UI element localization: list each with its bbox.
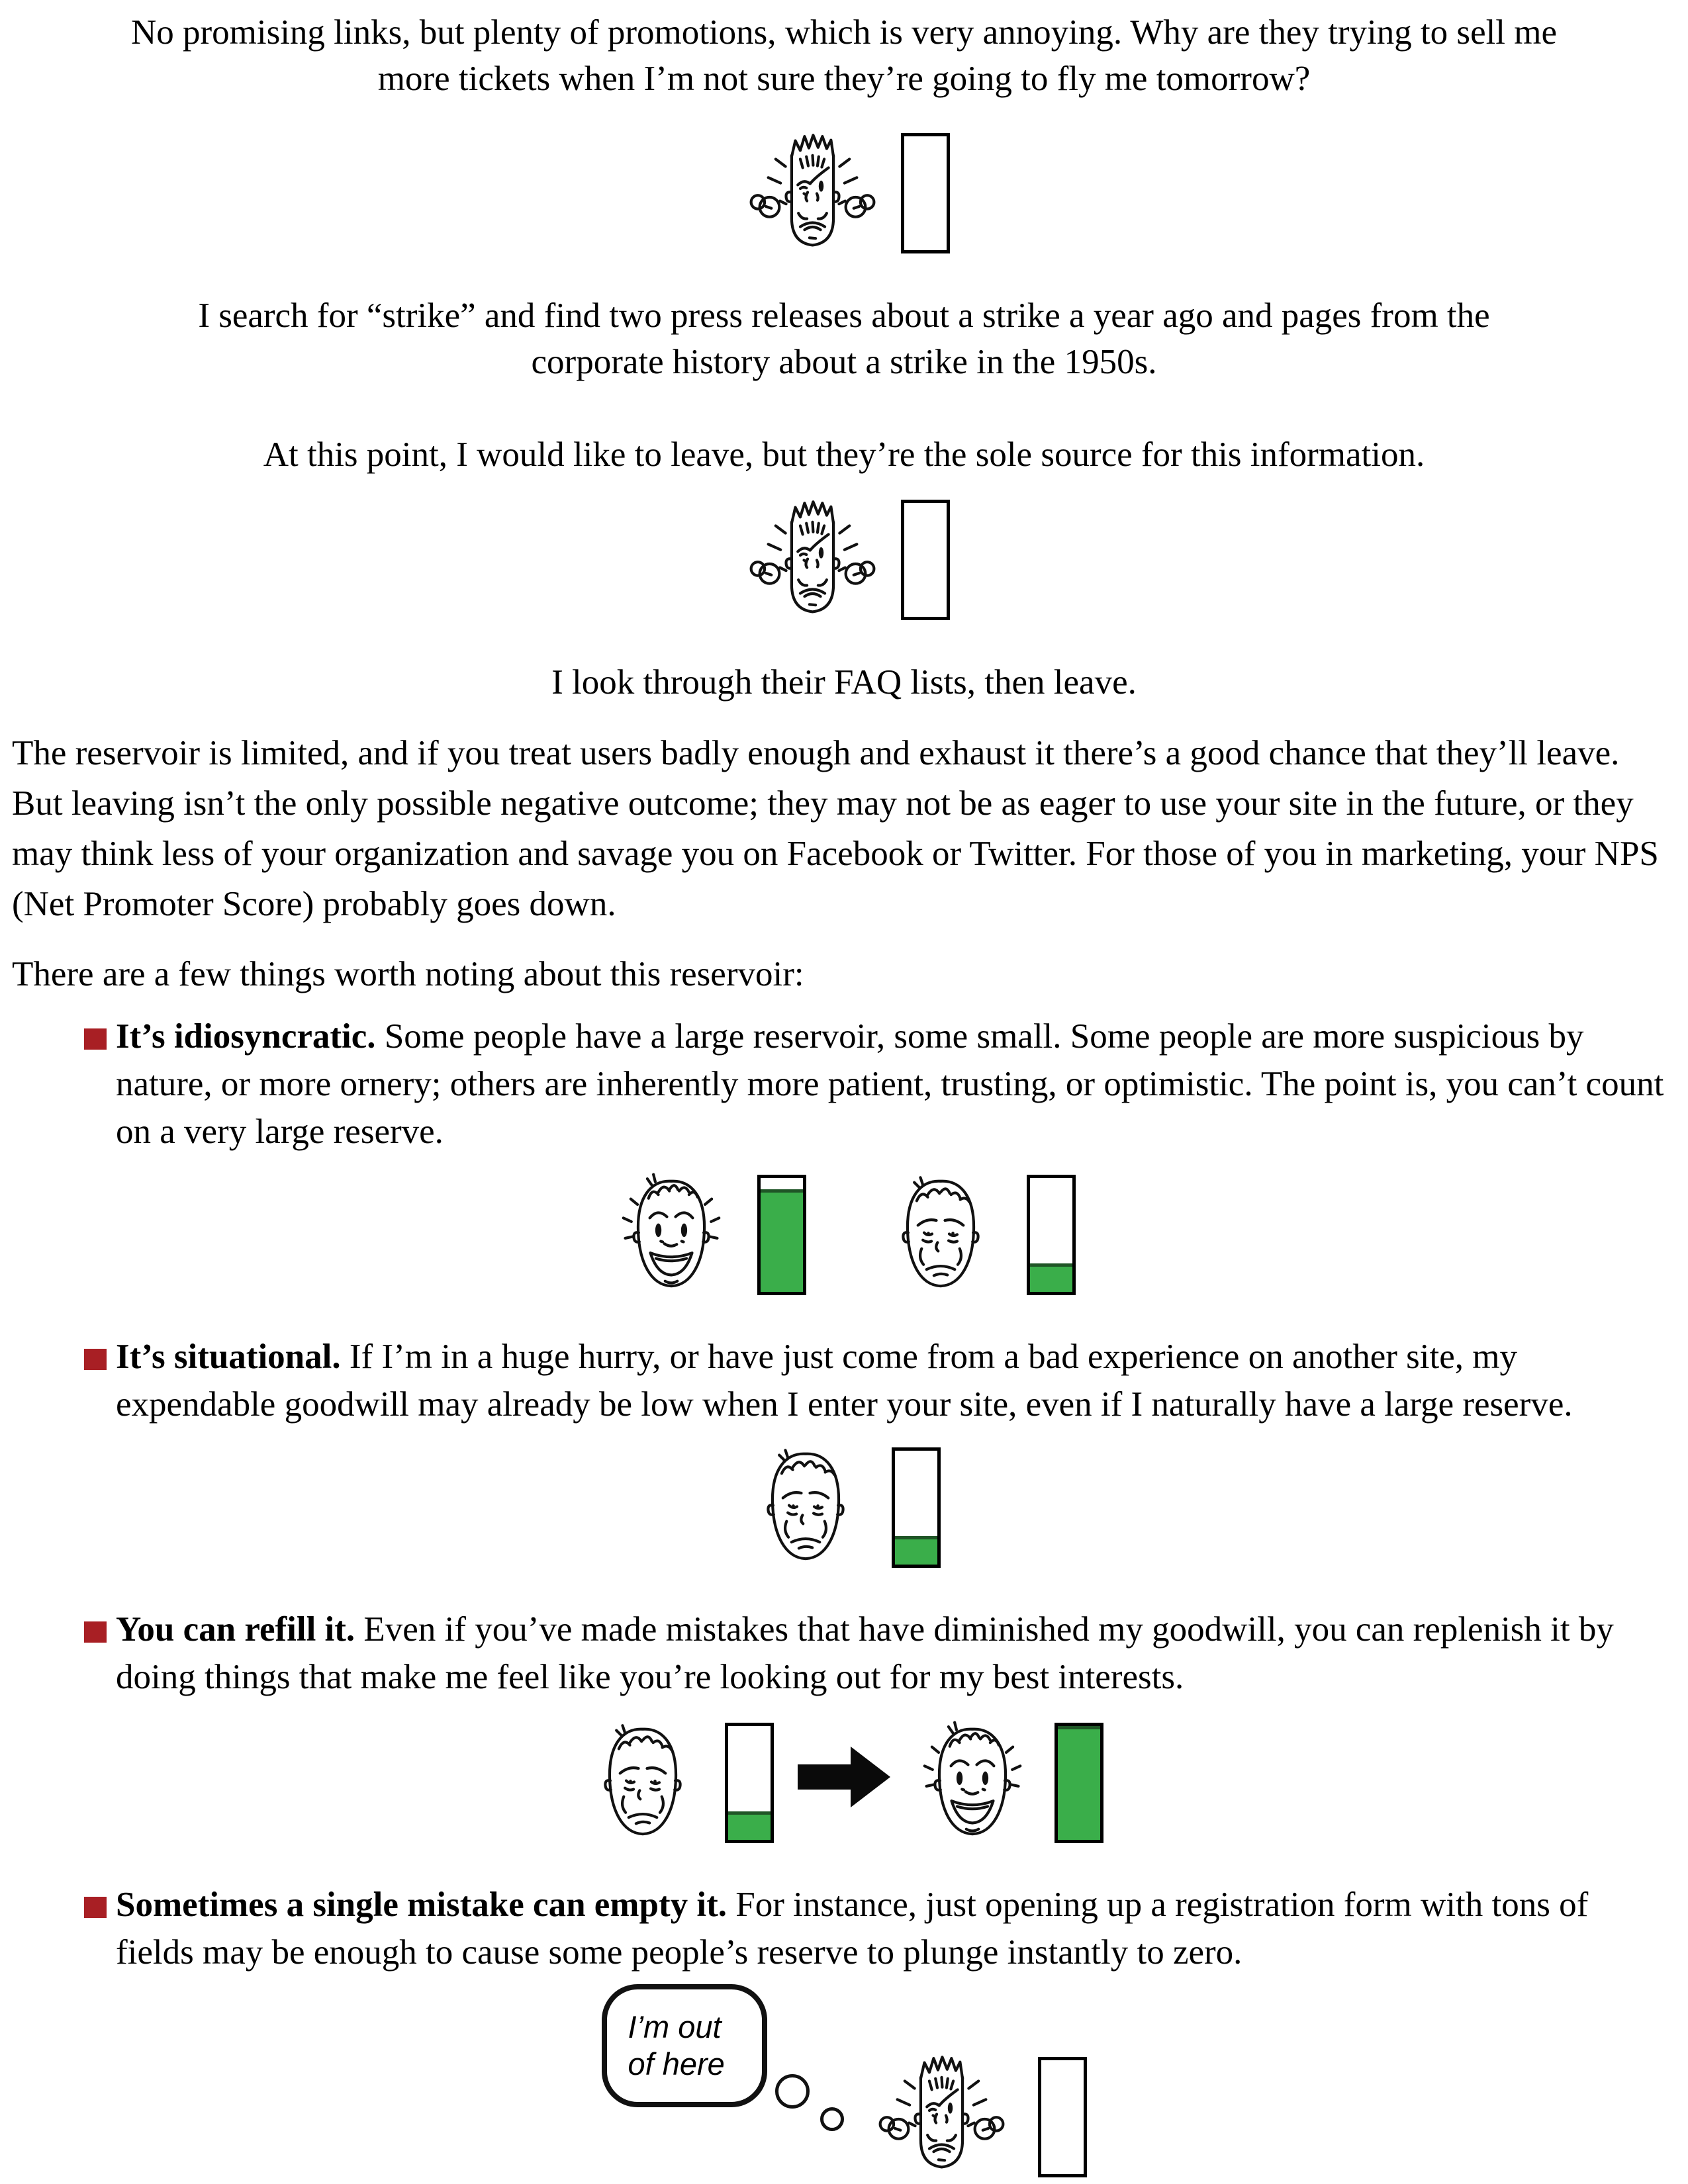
goodwill-fill-level xyxy=(728,1811,771,1840)
happy-face-illustration xyxy=(613,1169,729,1298)
user-quote-3: At this point, I would like to leave, but they’re the sole source for this information. xyxy=(263,435,1425,474)
figure-user-leaving-empty-reservoir xyxy=(26,1984,1662,2184)
figure-situational-low-reservoir xyxy=(26,1441,1662,1570)
worried-face-illustration xyxy=(585,1717,701,1846)
bullet-body: Even if you’ve made mistakes that have diminished my goodwill, you can replenish it by doing things that make me feel like you’re looking out for my best interests. xyxy=(116,1610,1614,1696)
goodwill-fill-level xyxy=(761,1189,803,1292)
bullet-text xyxy=(116,1606,1668,1701)
bullet-body: For instance, just opening up a registration form with tons of fields may be enough to cause some people’s reserve to plunge instantly to zero. xyxy=(116,1886,1589,1972)
bullet-marker xyxy=(84,1028,107,1050)
bullet-idiosyncratic xyxy=(116,1013,1668,1156)
goodwill-reservoir-bar xyxy=(757,1175,806,1295)
quote-line: more tickets when I’m not sure they’re going to fly me tomorrow? xyxy=(377,60,1311,98)
goodwill-reservoir-bar xyxy=(1027,1175,1076,1295)
bullet-lead: It’s idiosyncratic. xyxy=(116,1017,376,1056)
bullet-marker xyxy=(84,1897,107,1918)
bullet-lead: Sometimes a single mistake can empty it. xyxy=(116,1886,727,1924)
right-arrow-icon xyxy=(798,1744,890,1810)
figure-idiosyncratic-reservoirs xyxy=(26,1169,1662,1298)
bullet-text xyxy=(116,1881,1668,1976)
bullet-body: Some people have a large reservoir, some small. Some people are more suspicious by nature, or more ornery; others are inherently more patient, trusting, or optimistic. The point is, you can’t count on a very large reserve. xyxy=(116,1017,1664,1151)
bullet-single-mistake xyxy=(116,1881,1668,1976)
quote-line: I search for “strike” and find two press releases about a strike a year ago and pages from the xyxy=(198,296,1490,335)
goodwill-fill-level xyxy=(1030,1263,1072,1292)
figure-refill-before-after xyxy=(26,1717,1662,1846)
goodwill-reservoir-bar xyxy=(1055,1723,1103,1843)
bullet-lead: You can refill it. xyxy=(116,1610,355,1649)
user-quote-2 xyxy=(0,293,1688,385)
thought-trail-circle-large xyxy=(775,2074,810,2109)
bullet-text xyxy=(116,1013,1668,1156)
quote-line: No promising links, but plenty of promotions, which is very annoying. Why are they trying to sell me xyxy=(130,13,1558,52)
worried-face-illustration xyxy=(882,1169,999,1298)
bullet-text xyxy=(116,1333,1668,1428)
figure-angry-user-empty-reservoir-2 xyxy=(26,495,1662,624)
goodwill-reservoir-bar xyxy=(901,500,950,620)
thought-trail-circle-small xyxy=(820,2107,844,2131)
user-quote-1 xyxy=(0,0,1688,102)
worried-face-illustration xyxy=(747,1441,864,1570)
happy-user-large-reservoir xyxy=(613,1169,806,1298)
angry-steaming-face-illustration xyxy=(868,2050,1015,2179)
happy-face-illustration xyxy=(914,1717,1031,1846)
paragraph-reservoir-limited: The reservoir is limited, and if you treat users badly enough and exhaust it there’s a good chance that they’ll leave. But leaving isn’t the only possible negative outcome; they may not be as eager to use your site in the future, or they may think less of your organization and savage you on Facebook or Twitter. For those of you in marketing, your NPS (Net Promoter Score) probably goes down. xyxy=(12,734,1659,923)
quote-line: corporate history about a strike in the 1950s. xyxy=(531,343,1157,381)
bullet-marker xyxy=(84,1621,107,1643)
goodwill-reservoir-bar xyxy=(892,1447,941,1568)
goodwill-reservoir-bar xyxy=(725,1723,774,1843)
bullet-marker xyxy=(84,1349,107,1370)
goodwill-reservoir-bar xyxy=(901,133,950,253)
bullet-refill xyxy=(116,1606,1668,1701)
thought-bubble-line: I’m out xyxy=(628,2009,722,2044)
thought-bubble-line: of here xyxy=(628,2046,725,2081)
bullet-body: If I’m in a huge hurry, or have just come from a bad experience on another site, my expendable goodwill may already be low when I enter your site, even if I naturally have a large reserve. xyxy=(116,1338,1573,1424)
angry-steaming-face-illustration xyxy=(739,128,886,257)
paragraph-things-worth-noting: There are a few things worth noting about this reservoir: xyxy=(12,955,804,993)
bullet-situational xyxy=(116,1333,1668,1428)
goodwill-fill-level xyxy=(1058,1726,1100,1840)
user-quote-4: I look through their FAQ lists, then leave. xyxy=(551,663,1137,702)
worried-user-small-reservoir xyxy=(882,1169,1076,1298)
goodwill-fill-level xyxy=(895,1536,937,1565)
bullet-lead: It’s situational. xyxy=(116,1338,341,1376)
angry-steaming-face-illustration xyxy=(739,495,886,624)
goodwill-reservoir-bar xyxy=(1038,2057,1087,2177)
thought-bubble xyxy=(602,1984,767,2107)
figure-angry-user-empty-reservoir-1 xyxy=(26,128,1662,257)
